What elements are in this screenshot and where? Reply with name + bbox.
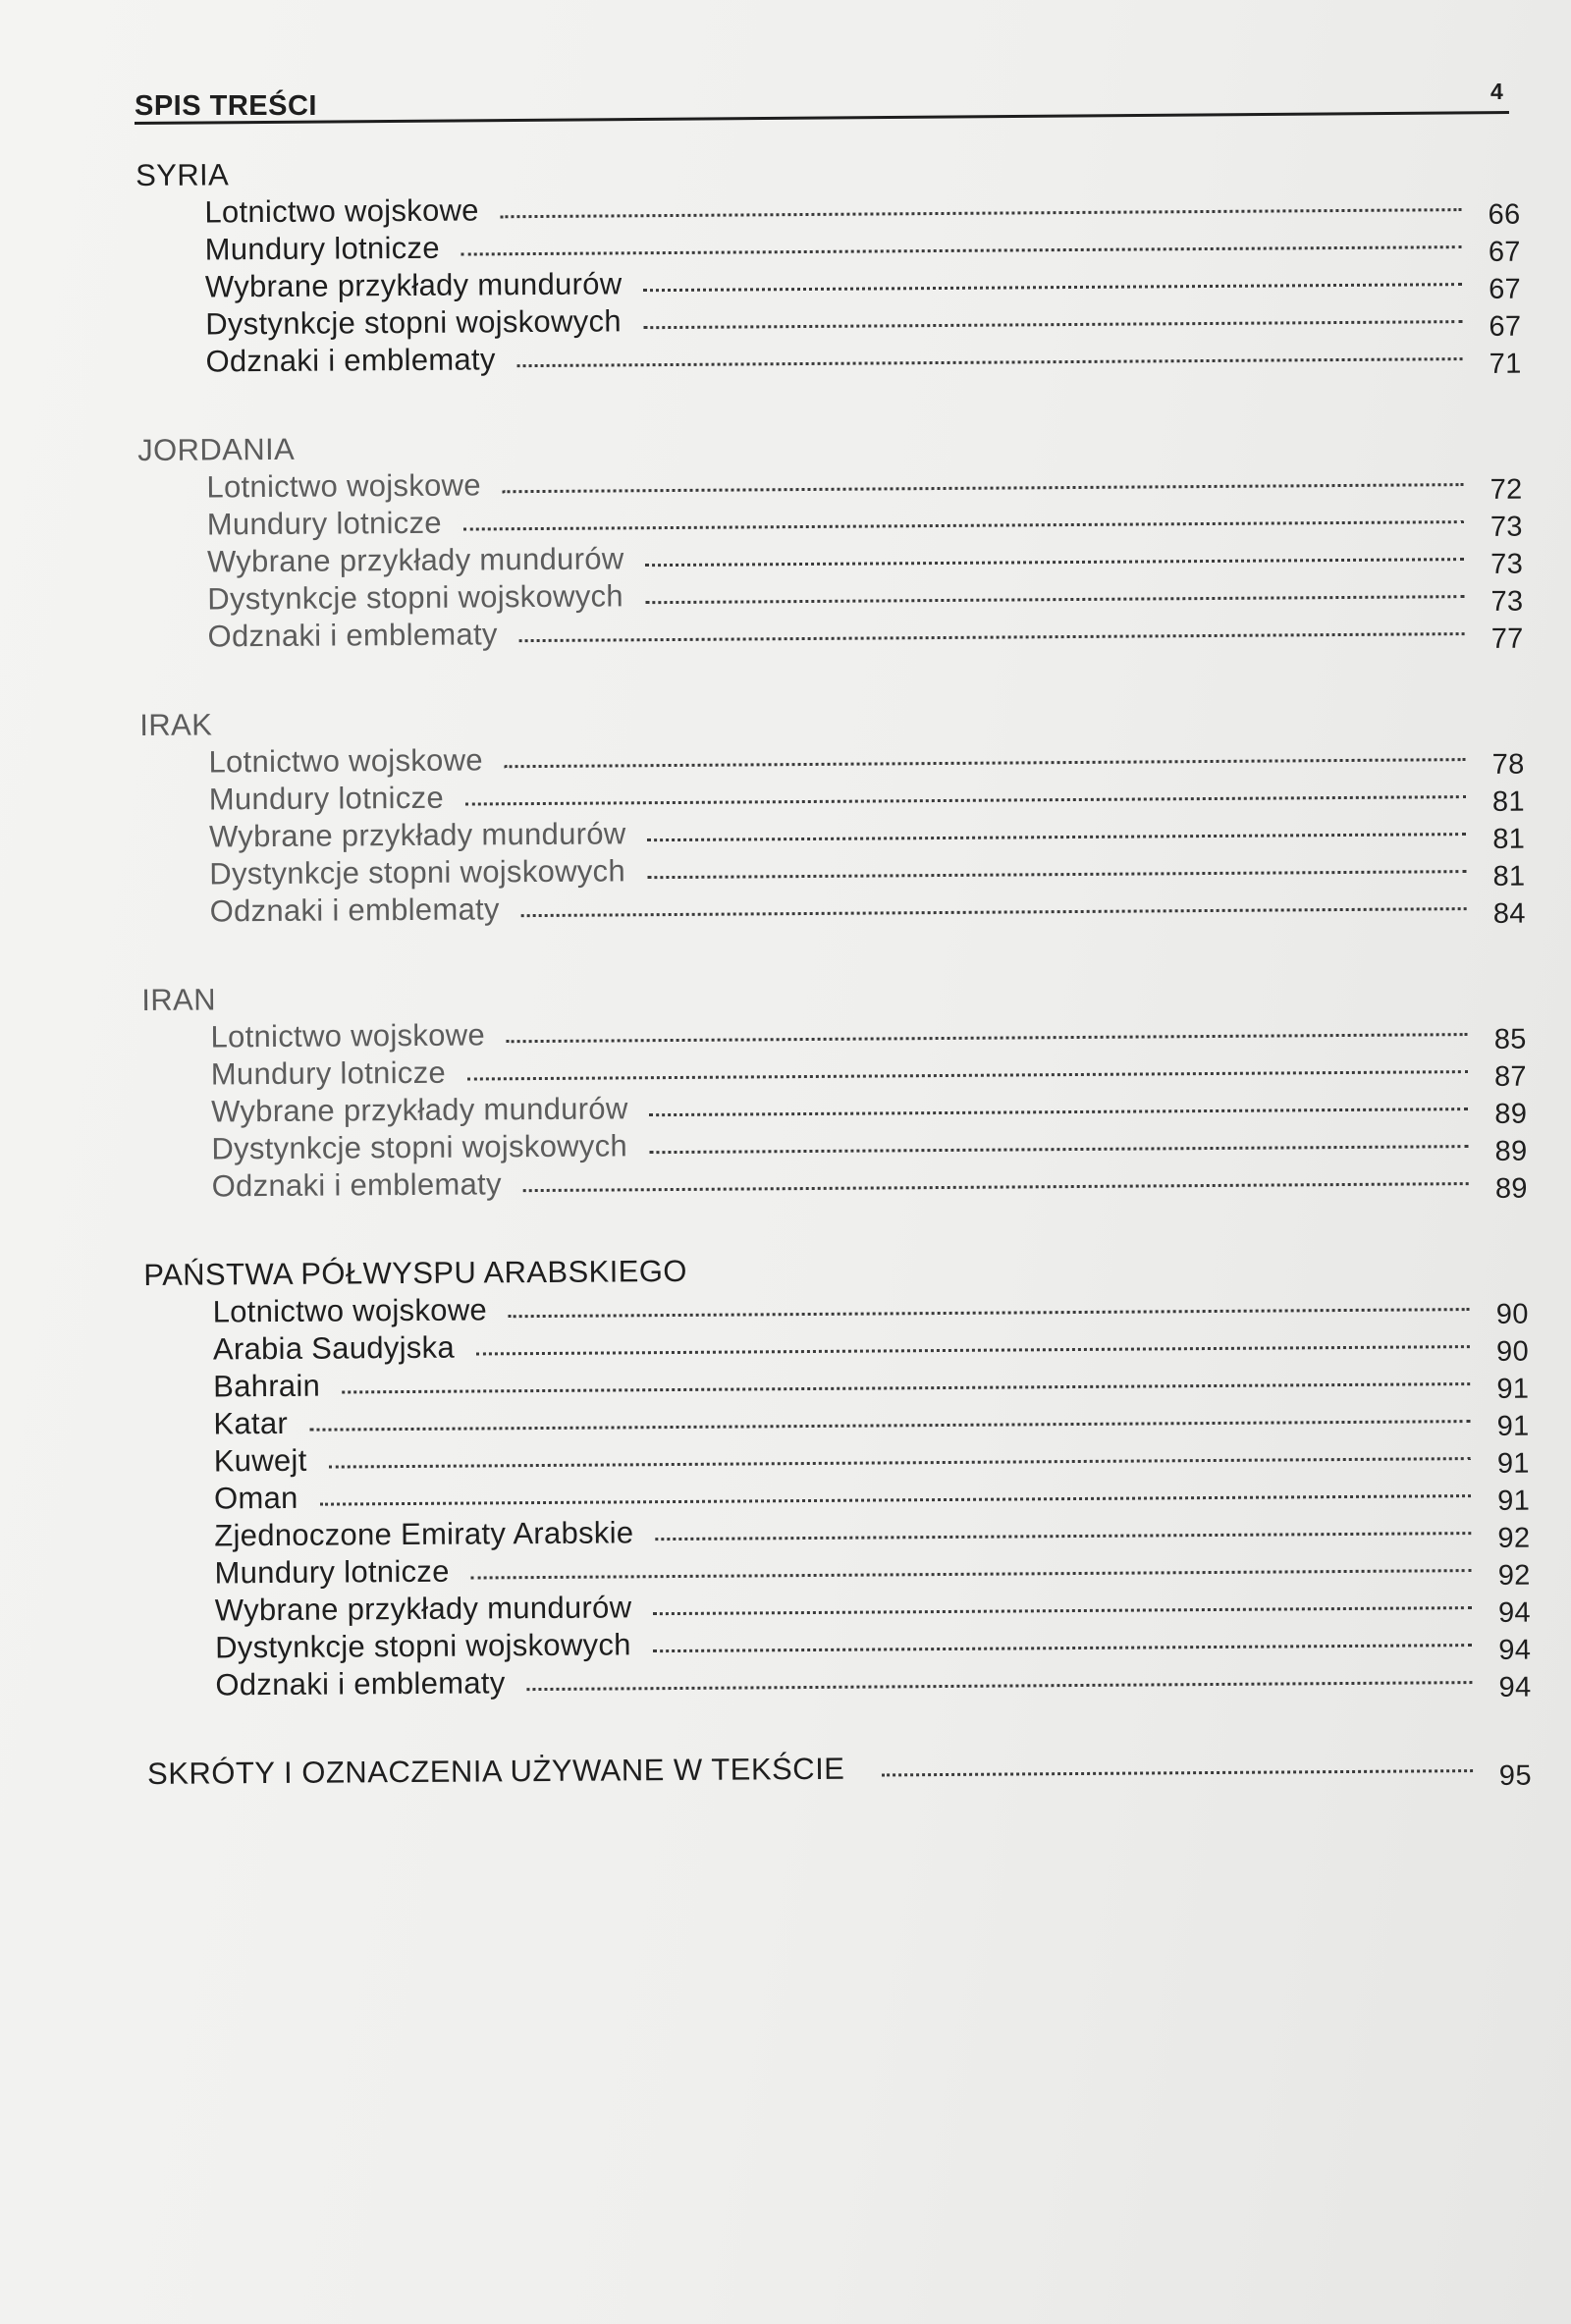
- toc-entry-label: Mundury lotnicze: [214, 1553, 450, 1591]
- toc-entry-page: 92: [1497, 1559, 1531, 1592]
- toc-entry-label: Katar: [213, 1405, 289, 1441]
- toc-section-title: SYRIA: [135, 157, 230, 192]
- dot-leader: [461, 245, 1462, 255]
- toc-final-entry-label: SKRÓTY I OZNACZENIA UŻYWANE W TEKŚCIE: [146, 1751, 845, 1791]
- dot-leader: [503, 483, 1464, 493]
- dot-leader: [882, 1769, 1473, 1776]
- page-number: 4: [1490, 79, 1503, 104]
- toc-entry-label: Wybrane przykłady mundurów: [204, 266, 623, 304]
- dot-leader: [653, 1606, 1472, 1615]
- toc-entry-label: Bahrain: [213, 1368, 321, 1404]
- toc-entry-label: Oman: [213, 1480, 298, 1516]
- toc-entry-label: Lotnictwo wojskowe: [208, 742, 483, 780]
- toc-section: [139, 697, 1526, 931]
- dot-leader: [329, 1457, 1471, 1469]
- toc-entry-label: Lotnictwo wojskowe: [204, 192, 479, 230]
- toc-entry-label: Lotnictwo wojskowe: [210, 1017, 486, 1054]
- toc-entry-label: Lotnictwo wojskowe: [212, 1292, 488, 1329]
- toc-entry-page: 73: [1490, 548, 1524, 580]
- dot-leader: [509, 1308, 1470, 1318]
- dot-leader: [517, 357, 1463, 367]
- toc-entry-page: 66: [1488, 198, 1521, 231]
- dot-leader: [643, 320, 1462, 329]
- dot-leader: [647, 870, 1466, 879]
- dot-leader: [507, 1033, 1468, 1043]
- dot-leader: [467, 1070, 1468, 1080]
- dot-leader: [646, 558, 1465, 567]
- toc-section: [135, 147, 1522, 381]
- toc-entry-label: Lotnictwo wojskowe: [206, 467, 481, 505]
- toc-entry-label: Odznaki i emblematy: [207, 617, 498, 654]
- toc-entry-page: 78: [1491, 748, 1525, 781]
- toc-section-title: PAŃSTWA PÓŁWYSPU ARABSKIEGO: [143, 1253, 687, 1292]
- toc-entry-label: Arabia Saudyjska: [212, 1329, 456, 1367]
- dot-leader: [463, 520, 1464, 530]
- toc-entry-page: 77: [1490, 622, 1524, 655]
- toc-entry-page: 91: [1496, 1410, 1530, 1442]
- toc-entry-page: 89: [1494, 1098, 1528, 1130]
- toc-entry-page: 94: [1498, 1671, 1532, 1703]
- toc-entry-label: Wybrane przykłady mundurów: [214, 1590, 632, 1628]
- toc-entry-label: Mundury lotnicze: [208, 780, 445, 817]
- dot-leader: [643, 283, 1462, 292]
- toc-entry-label: Mundury lotnicze: [210, 1054, 447, 1092]
- toc-entry-label: Dystynkcje stopni wojskowych: [209, 853, 626, 892]
- toc-entry-label: Wybrane przykłady mundurów: [208, 816, 626, 854]
- dot-leader: [521, 907, 1467, 917]
- toc-entry-page: 81: [1492, 823, 1526, 855]
- toc-final-entry-page: 95: [1498, 1759, 1533, 1792]
- dot-leader: [342, 1382, 1470, 1393]
- toc-section-title: JORDANIA: [137, 431, 296, 467]
- toc-entry-label: Odznaki i emblematy: [211, 1166, 502, 1204]
- toc-entry-page: 67: [1488, 236, 1521, 268]
- table-of-contents: [135, 147, 1532, 1793]
- toc-section: [143, 1247, 1531, 1704]
- header-rule: [135, 111, 1509, 125]
- toc-entry-page: 89: [1494, 1135, 1528, 1167]
- toc-entry-label: Dystynkcje stopni wojskowych: [211, 1128, 628, 1166]
- dot-leader: [653, 1644, 1472, 1652]
- toc-section-title: IRAN: [141, 982, 217, 1017]
- toc-entry-label: Kuwejt: [213, 1442, 307, 1479]
- toc-entry-page: 67: [1489, 310, 1522, 343]
- dot-leader: [527, 1681, 1473, 1691]
- toc-entry-label: Wybrane przykłady mundurów: [210, 1091, 628, 1129]
- toc-entry-page: 84: [1492, 897, 1526, 930]
- toc-entry-page: 94: [1497, 1596, 1532, 1629]
- dot-leader: [648, 833, 1467, 841]
- dot-leader: [309, 1420, 1470, 1432]
- toc-section: [137, 422, 1524, 656]
- dot-leader: [523, 1182, 1469, 1192]
- toc-entry-label: Dystynkcje stopni wojskowych: [205, 303, 622, 342]
- toc-section-title: IRAK: [139, 707, 213, 742]
- toc-entry-label: Odznaki i emblematy: [215, 1665, 506, 1702]
- toc-entry-label: Mundury lotnicze: [204, 230, 440, 267]
- toc-entry-label: Zjednoczone Emiraty Arabskie: [214, 1515, 634, 1553]
- toc-entry-page: 85: [1493, 1023, 1527, 1055]
- toc-entry-page: 90: [1495, 1335, 1530, 1368]
- dot-leader: [645, 595, 1464, 604]
- toc-entry-page: 91: [1496, 1447, 1530, 1480]
- toc-entry-label: Dystynkcje stopni wojskowych: [207, 578, 624, 617]
- dot-leader: [501, 208, 1462, 218]
- toc-section: [141, 972, 1528, 1206]
- dot-leader: [649, 1145, 1468, 1154]
- toc-entry-label: Odznaki i emblematy: [205, 342, 496, 379]
- toc-entry-page: 73: [1490, 511, 1523, 543]
- toc-entry-label: Mundury lotnicze: [206, 505, 443, 542]
- dot-leader: [519, 632, 1465, 642]
- toc-final-entry[interactable]: [147, 1746, 1532, 1793]
- toc-entry-page: 91: [1496, 1373, 1530, 1405]
- dot-leader: [476, 1345, 1470, 1355]
- running-head-title: SPIS TREŚCI: [135, 90, 317, 122]
- toc-entry-page: 91: [1497, 1485, 1531, 1517]
- dot-leader: [320, 1494, 1471, 1506]
- toc-entry-page: 94: [1498, 1634, 1532, 1666]
- toc-entry-page: 89: [1494, 1172, 1528, 1205]
- toc-entry-label: Dystynkcje stopni wojskowych: [215, 1627, 631, 1665]
- toc-entry-page: 73: [1490, 585, 1524, 618]
- dot-leader: [655, 1532, 1471, 1540]
- toc-sections: [135, 147, 1532, 1704]
- toc-entry-page: 81: [1491, 785, 1525, 818]
- dot-leader: [650, 1108, 1469, 1116]
- toc-entry-page: 87: [1493, 1060, 1528, 1093]
- dot-leader: [471, 1569, 1472, 1579]
- toc-entry-label: Wybrane przykłady mundurów: [206, 541, 624, 579]
- dot-leader: [465, 795, 1466, 805]
- toc-entry-page: 92: [1497, 1522, 1531, 1554]
- dot-leader: [505, 758, 1466, 768]
- toc-entry-page: 72: [1490, 473, 1523, 506]
- toc-entry-page: 81: [1492, 860, 1526, 892]
- toc-entry-page: 71: [1489, 348, 1522, 380]
- toc-entry-label: Odznaki i emblematy: [209, 892, 500, 929]
- toc-entry-page: 67: [1489, 273, 1522, 305]
- toc-entry-page: 90: [1495, 1298, 1529, 1330]
